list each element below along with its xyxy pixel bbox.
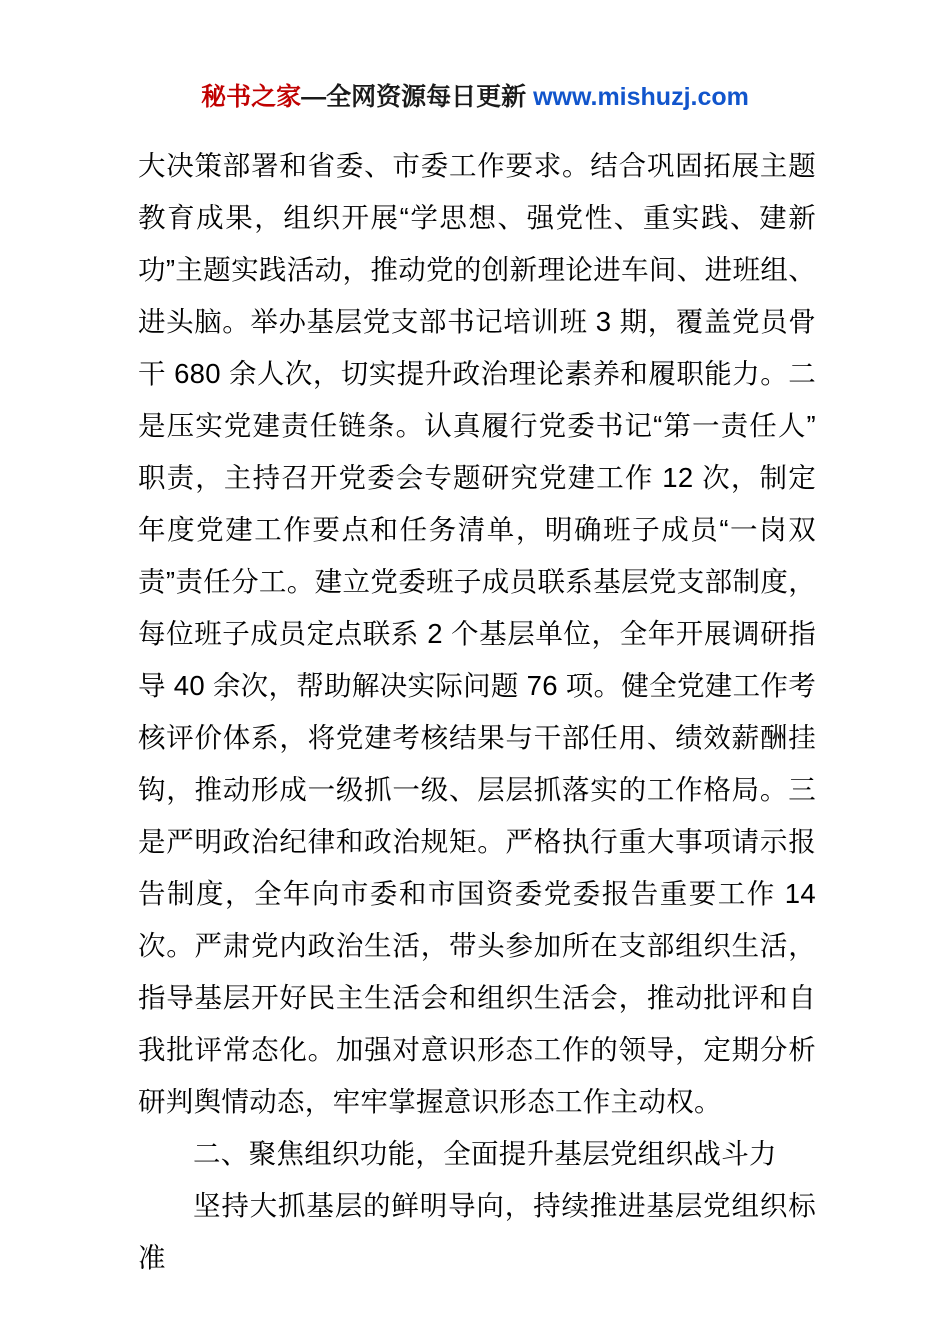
site-watermark-header [0, 82, 950, 112]
paragraph-2-heading: 二、聚焦组织功能，全面提升基层党组织战斗力 [193, 1138, 777, 1169]
document-text-body [138, 140, 816, 1284]
site-url-link[interactable]: www.mishuzj.com [533, 83, 749, 111]
paragraph-3: 坚持大抓基层的鲜明导向，持续推进基层党组织标准 [138, 1190, 816, 1273]
site-tagline: —全网资源每日更新 [301, 83, 534, 111]
paragraph-1: 大决策部署和省委、市委工作要求。结合巩固拓展主题教育成果，组织开展“学思想、强党性、重实践、建新功”主题实践活动，推动党的创新理论进车间、进班组、进头脑。举办基层党支部书记培训班 3 期，覆盖党员骨干 680 余人次，切实提升政治理论素养和履职能力。二是压实党建责任链条。认真履行党委书记“第一责任人”职责，主持召开党委会专题研究党建工作 12 次，制定年度党建工作要点和任务清单，明确班子成员“一岗双责”责任分工。建立党委班子成员联系基层党支部制度，每位班子成员定点联系 2 个基层单位，全年开展调研指导 40 余次，帮助解决实际问题 76 项。健全党建工作考核评价体系，将党建考核结果与干部任用、绩效薪酬挂钩，推动形成一级抓一级、层层抓落实的工作格局。三是严明政治纪律和政治规矩。严格执行重大事项请示报告制度，全年向市委和市国资委党委报告重要工作 14 次。严肃党内政治生活，带头参加所在支部组织生活，指导基层开好民主生活会和组织生活会，推动批评和自我批评常态化。加强对意识形态工作的领导，定期分析研判舆情动态，牢牢掌握意识形态工作主动权。 [138, 150, 816, 1117]
site-brand-name: 秘书之家 [201, 83, 302, 111]
